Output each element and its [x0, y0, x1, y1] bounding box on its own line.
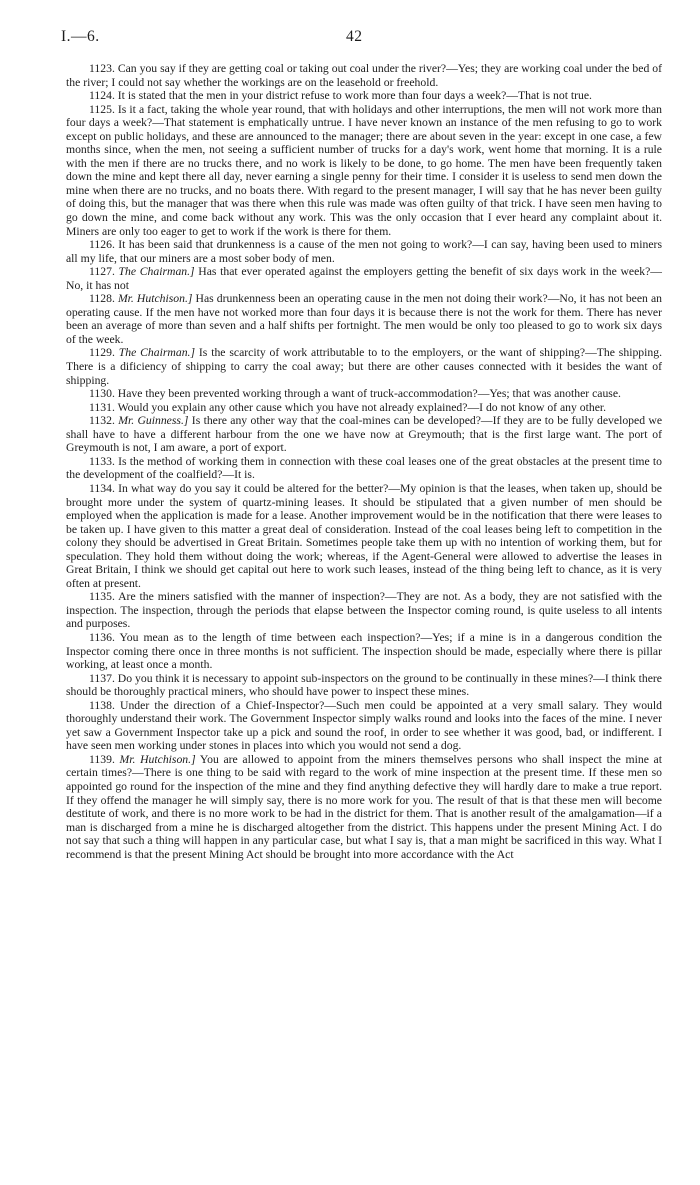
testimony-body — [66, 62, 662, 861]
paragraph-1132: 1132. Mr. Guinness.] Is there any other way that the coal-mines can be developed?—If they are to be fully developed we shall have to have a different harbour from the one we have now at Greymouth; that is the first large want. The port of Greymouth is not, I am aware, a port of export. — [66, 414, 663, 455]
paragraph-1124: 1124. It is stated that the men in your district refuse to work more than four days a week?—That is not true. — [89, 89, 592, 103]
speaker: The Chairman.] — [118, 265, 195, 279]
paragraph-1139: 1139. Mr. Hutchison.] You are allowed to appoint from the miners themselves persons who shall inspect the mine at certain times?—There is one thing to be said with regard to the work of mine inspection at the present time. If these men so appointed go round for the inspection of the mine and they find anything defective they will hardly dare to make a true report. If they offend the manager he will simply say, there is no more work for you. The result of that is that these men will become destitute of work, and there is no more work to be had in the district for them. That is another result of the amalgamation—if a man is discharged from a mine he is discharged altogether from the district. This happens under the present Mining Act. I do not say that such a thing will happen in any particular case, but what I say is, that a man might be sacrificed in this way. What I recommend is that the present Mining Act should be brought into more accordance with the Act — [66, 752, 662, 861]
page-reference: I.—6. — [61, 28, 100, 45]
speaker: The Chairman.] — [118, 346, 196, 360]
speaker: Mr. Hutchison.] — [117, 292, 193, 306]
paragraph-1130: 1130. Have they been prevented working through a want of truck-accommodation?—Yes; that was another cause. — [89, 387, 621, 401]
paragraph-1126: 1126. It has been said that drunkenness is a cause of the men not going to work?—I can say, having been used to miners all my life, that our miners are a most sober body of men. — [66, 238, 662, 265]
paragraph-1131: 1131. Would you explain any other cause which you have not already explained?—I do not know of any other. — [89, 400, 607, 414]
paragraph-1129: 1129. The Chairman.] Is the scarcity of work attributable to to the employers, or the want of shipping?—The shipping. There is a dificiency of shipping to carry the coal away; but there are other causes connected with it besides the want of shipping. — [66, 346, 662, 387]
paragraph-1137: 1137. Do you think it is necessary to appoint sub-inspectors on the ground to be continually in these mines?—I think there should be thoroughly practical miners, who should have power to inspect these mines. — [66, 671, 662, 699]
paragraph-1134: 1134. In what way do you say it could be altered for the better?—My opinion is that the leases, when taken up, should be brought more under the system of quartz-mining leases. It should be stipulated that a given number of men should be employed when the application is made for a lease. Another improvement would be in the notification that there were leases to be taken up. I have given to this matter a great deal of consideration. Instead of the coal leases being left to competition in the colony they should be advertised in Great Britain. Sometimes people take them up with no intention of working them, but for speculation. They hold them without doing the work; whereas, if the Agent-General were allowed to advertise the leases in Great Britain, I think we should get capital out here to work such leases, instead of the thing being left to chance, as it is very often at present. — [66, 481, 662, 590]
paragraph-1127: 1127. The Chairman.] Has that ever operated against the employers getting the benefit of six days work in the week?—No, it has not — [66, 265, 662, 292]
page-number: 42 — [346, 28, 363, 45]
paragraph-1123: 1123. Can you say if they are getting coal or taking out coal under the river?—Yes; they are working coal under the bed of the river; I could not say whether the workings are on the leasehold or freehold. — [66, 62, 662, 89]
page-header — [61, 28, 662, 62]
paragraph-1133: 1133. Is the method of working them in connection with these coal leases one of the great obstacles at the present time to the development of the coalfield?—It is. — [66, 454, 662, 482]
speaker: Mr. Hutchison.] — [119, 752, 196, 766]
paragraph-1135: 1135. Are the miners satisfied with the manner of inspection?—They are not. As a body, they are not satisfied with the inspection. The inspection, through the periods that elapse between the Inspector coming round, is quite useless to all intents and purposes. — [66, 590, 662, 631]
paragraph-1138: 1138. Under the direction of a Chief-Inspector?—Such men could be appointed at a very small salary. They would thoroughly understand their work. The Government Inspector simply walks round and looks into the faces of the mine. I never yet saw a Government Inspector take up a pick and sound the roof, in order to see whether it was good, bad, or indifferent. I have seen men working under stones in places into which you would not send a dog. — [66, 698, 662, 753]
speaker: Mr. Guinness.] — [118, 414, 189, 428]
paragraph-1136: 1136. You mean as to the length of time between each inspection?—Yes; if a mine is in a dangerous condition the Inspector coming there once in three months is not sufficient. The inspection should be made, especially where there is pillar working, at least once a month. — [66, 630, 662, 672]
paragraph-1128: 1128. Mr. Hutchison.] Has drunkenness been an operating cause in the men not doing their work?—No, it has not been an operating cause. If the men have not worked more than four days it is because there is not the work for them. There has never been an average of more than seven and a half shifts per fortnight. The men would be only too pleased to go to work six days of the week. — [66, 292, 662, 346]
paragraph-1125: 1125. Is it a fact, taking the whole year round, that with holidays and other interruptions, the men will not work more than four days a week?—That statement is emphatically untrue. I have never known an instance of the men refusing to go to work except on public holidays, and these are announced to the manager; there are about seven in the year: except in one case, a few months since, when the men, not seeing a sufficient number of trucks for a day's work, went home that morning. It is a rule with the men if there are no trucks there, and no work is likely to be done, to go home. The men have been frequently taken down the mine and kept there all day, never earning a single penny for their time. I consider it is useless to send men down the mine when there are no trucks, and no boats there. With regard to the present manager, I will say that he has never been guilty of doing this, but the manager that was there when this rule was made was often guilty of that trick. I have seen men having to go down the mine, and come back without any work. This was the only occasion that I ever heard any complaint about it. Miners are only too eager to get to work if the work is there for them. — [66, 102, 662, 238]
